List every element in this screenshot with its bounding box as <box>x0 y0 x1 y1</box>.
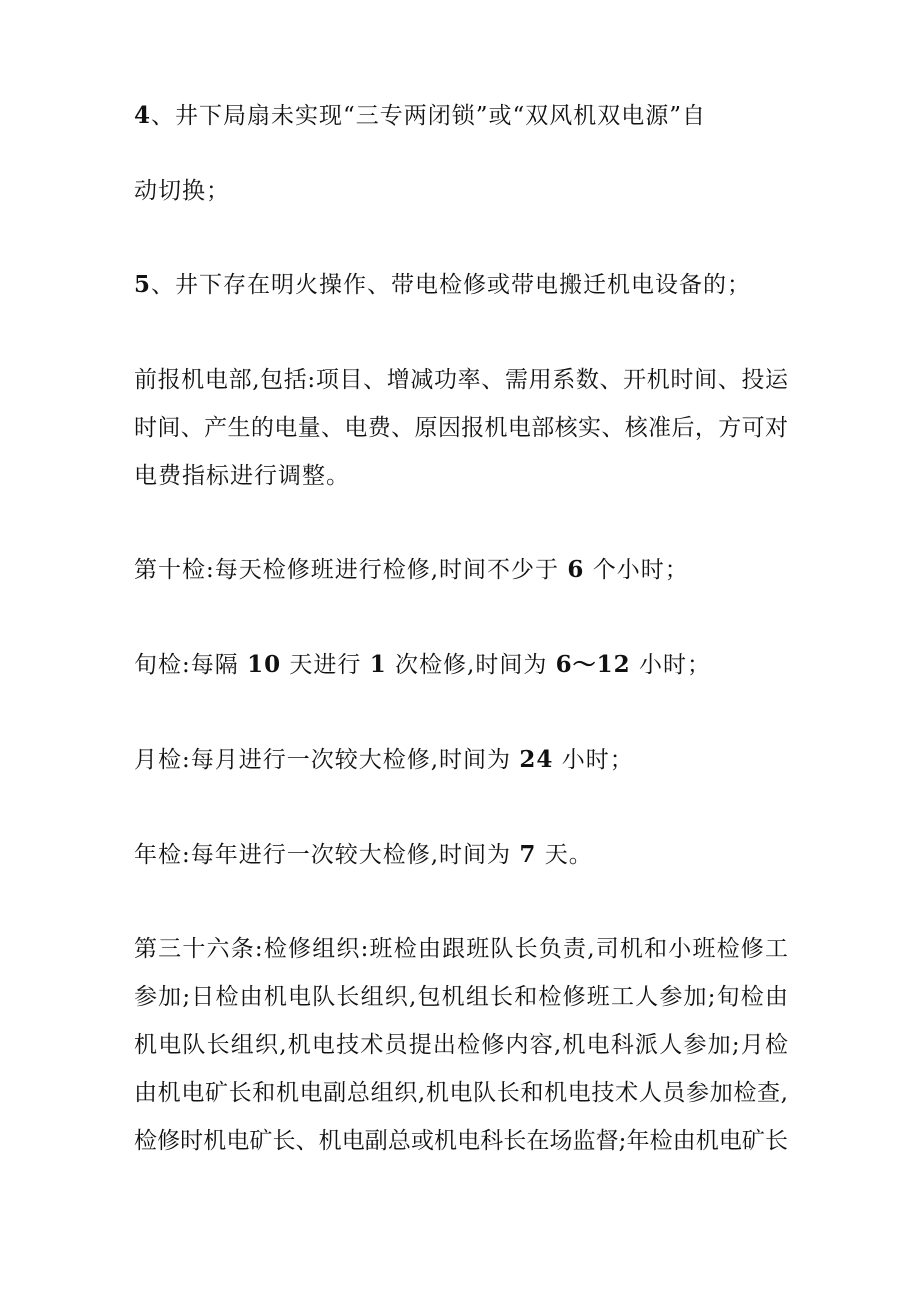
article-36-line-2: 参加;日检由机电队长组织,包机组长和检修班工人参加;旬检由 <box>134 984 788 1010</box>
item-4-text: 、井下局扇未实现“三专两闭锁”或“双风机双电源”自 <box>151 103 707 129</box>
yearly-inspection-line <box>134 840 593 870</box>
monthly-hours: 24 <box>519 746 554 773</box>
item-4-line-1 <box>134 101 706 131</box>
article-36-line-4: 由机电矿长和机电副总组织,机电队长和机电技术人员参加检查, <box>134 1080 788 1106</box>
report-paragraph-line-2: 时间、产生的电量、电费、原因报机电部核实、核准后，方可对 <box>134 415 788 441</box>
item-5-number: 5 <box>134 271 152 298</box>
ten-day-range: 6～12 <box>555 651 631 678</box>
monthly-prefix: 月检:每月进行一次较大检修,时间为 <box>134 747 512 773</box>
yearly-prefix: 年检:每年进行一次较大检修,时间为 <box>134 842 512 868</box>
article-36-line-1: 第三十六条:检修组织:班检由跟班队长负责,司机和小班检修工 <box>134 936 788 962</box>
ten-day-mid2: 次检修,时间为 <box>395 652 548 678</box>
ten-day-prefix: 旬检:每隔 <box>134 652 239 678</box>
article-36-line-3: 机电队长组织,机电技术员提出检修内容,机电科派人参加;月检 <box>134 1032 788 1058</box>
monthly-inspection-line <box>134 745 634 775</box>
daily-prefix: 第十检:每天检修班进行检修,时间不少于 <box>134 557 560 583</box>
monthly-suffix: 小时； <box>561 747 634 773</box>
daily-suffix: 个小时； <box>592 557 689 583</box>
ten-day-times: 1 <box>369 651 387 678</box>
item-5-line <box>134 270 751 300</box>
item-4-line-2: 动切换； <box>134 178 230 204</box>
report-paragraph-line-1: 前报机电部,包括:项目、增减功率、需用系数、开机时间、投运 <box>134 367 788 393</box>
article-36-line-5: 检修时机电矿长、机电副总或机电科长在场监督;年检由机电矿长 <box>134 1128 788 1154</box>
ten-day-inspection-line <box>134 650 711 680</box>
daily-hours: 6 <box>567 556 585 583</box>
item-5-text: 、井下存在明火操作、带电检修或带电搬迁机电设备的； <box>151 272 752 298</box>
ten-day-mid1: 天进行 <box>289 652 362 678</box>
yearly-days: 7 <box>519 841 537 868</box>
ten-day-suffix: 小时； <box>638 652 711 678</box>
item-4-number: 4 <box>134 102 152 129</box>
yearly-suffix: 天。 <box>544 842 593 868</box>
ten-day-days: 10 <box>247 651 282 678</box>
report-paragraph-line-3: 电费指标进行调整。 <box>134 463 350 489</box>
daily-inspection-line <box>134 555 689 585</box>
